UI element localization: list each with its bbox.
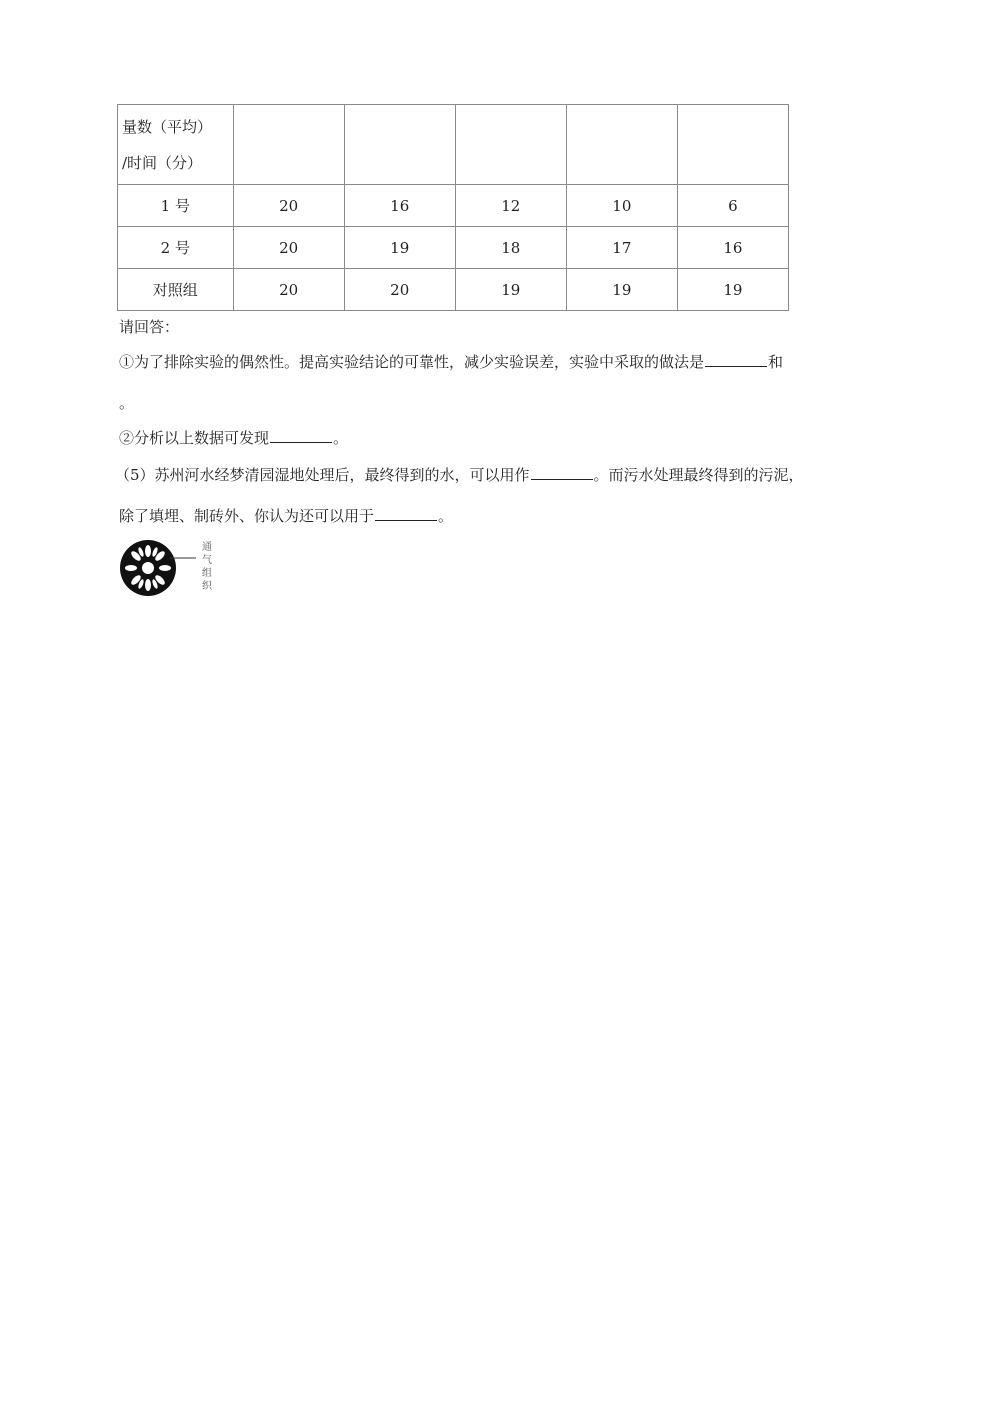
- question-2: [119, 427, 348, 448]
- table-cell: 17: [566, 227, 677, 269]
- row-label: 对照组: [118, 269, 234, 311]
- prompt-text: 请回答：: [119, 318, 180, 336]
- table-header-empty: [566, 105, 677, 185]
- table-cell: 19: [455, 269, 566, 311]
- lotus-root-figure: [118, 538, 218, 598]
- table-cell: 19: [677, 269, 788, 311]
- table-cell: 20: [233, 227, 344, 269]
- table-cell: 19: [344, 227, 455, 269]
- question-5-text-a: （5）苏州河水经梦清园湿地处理后，最终得到的水，可以用作: [115, 466, 530, 484]
- header-line-2: /时间（分）: [122, 153, 203, 172]
- table-cell: 20: [233, 185, 344, 227]
- question-5-line-1: [115, 464, 804, 485]
- table-cell: 20: [233, 269, 344, 311]
- question-1-end: 。: [119, 394, 135, 412]
- question-5-text-b: 。而污水处理最终得到的污泥，: [593, 466, 804, 484]
- question-1: [119, 351, 783, 372]
- question-2-text: ②分析以上数据可发现: [119, 429, 270, 447]
- question-5-end: 。: [438, 507, 454, 525]
- table-header-empty: [344, 105, 455, 185]
- figure-label: 通气组织: [202, 542, 212, 592]
- answer-blank[interactable]: [531, 465, 593, 480]
- table-cell: 19: [566, 269, 677, 311]
- table-cell: 12: [455, 185, 566, 227]
- question-1-text: ①为了排除实验的偶然性。提高实验结论的可靠性，减少实验误差，实验中采取的做法是: [119, 353, 705, 371]
- table-header-row: [118, 105, 789, 185]
- table-cell: 10: [566, 185, 677, 227]
- answer-blank[interactable]: [270, 428, 332, 443]
- table-header-empty: [233, 105, 344, 185]
- table-cell: 18: [455, 227, 566, 269]
- answer-blank[interactable]: [705, 352, 767, 367]
- question-2-end: 。: [333, 429, 349, 447]
- table-cell: 6: [677, 185, 788, 227]
- question-1-and: 和: [768, 353, 784, 371]
- answer-blank[interactable]: [375, 506, 437, 521]
- table-cell: 16: [677, 227, 788, 269]
- table-cell: 20: [344, 269, 455, 311]
- table-row: [118, 269, 789, 311]
- row-label: 1 号: [118, 185, 234, 227]
- data-table: [117, 104, 789, 311]
- table-header-empty: [455, 105, 566, 185]
- table-row: [118, 227, 789, 269]
- table-header-empty: [677, 105, 788, 185]
- header-line-1: 量数（平均）: [122, 117, 213, 136]
- row-label: 2 号: [118, 227, 234, 269]
- question-5-text-c: 除了填埋、制砖外、你认为还可以用于: [119, 507, 375, 525]
- table-header-cell: [118, 105, 234, 185]
- table-cell: 16: [344, 185, 455, 227]
- question-5-line-2: [119, 505, 453, 526]
- table-row: [118, 185, 789, 227]
